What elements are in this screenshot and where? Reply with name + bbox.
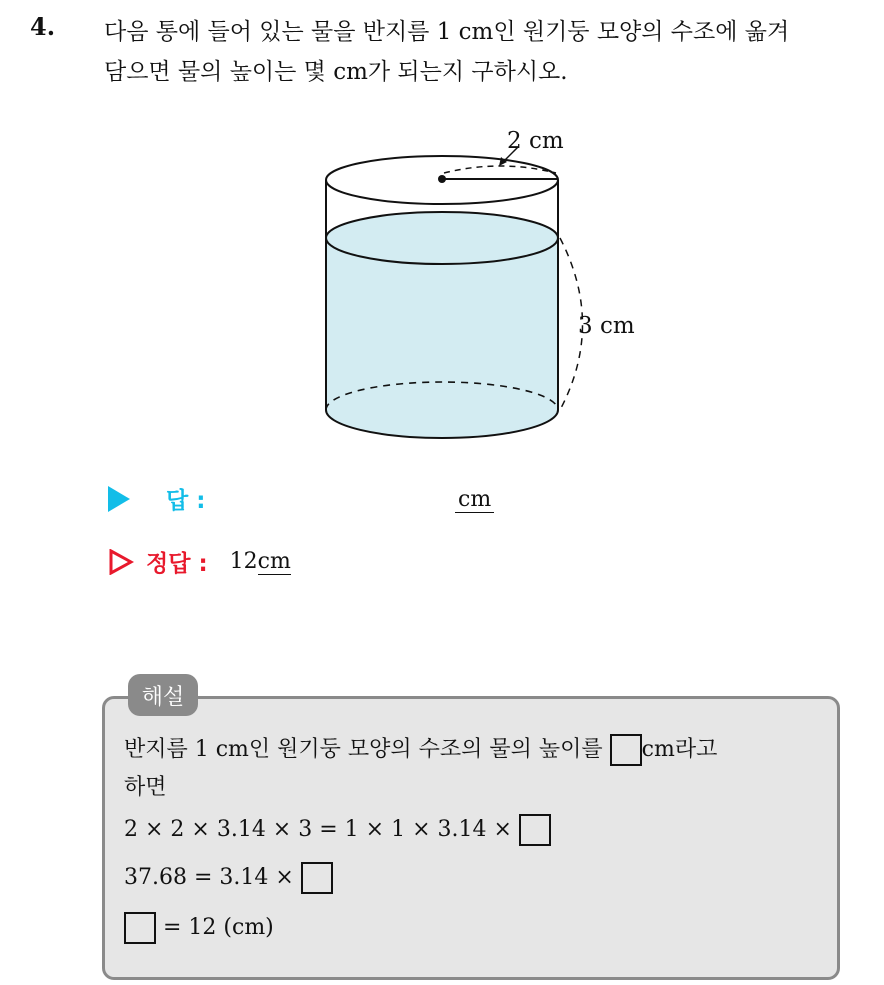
explanation-line-4: [124, 862, 333, 894]
correct-unit: cm: [257, 549, 291, 574]
explanation-line-2: 하면: [124, 775, 167, 800]
correct-value: [230, 549, 291, 574]
question-line-2: 담으면 물의 높이는 몇 cm가 되는지 구하시오.: [104, 59, 568, 85]
explanation-tab: 해설: [128, 674, 198, 716]
question-line-1: 다음 통에 들어 있는 물을 반지름 1 cm인 원기둥 모양의 수조에 옮겨: [104, 19, 790, 45]
play-icon: [108, 486, 130, 512]
question-text: [104, 12, 874, 92]
correct-answer-row: [108, 545, 291, 578]
question-number: 4.: [30, 12, 56, 41]
radius-label: 2 cm: [507, 128, 564, 154]
cylinder-figure: [300, 115, 660, 455]
correct-label: 정답 :: [146, 551, 208, 577]
answer-row: [108, 482, 205, 515]
equation-2: 37.68 = 3.14 ×: [124, 865, 294, 890]
unknown-box: [519, 814, 551, 846]
explanation-line-5: [124, 912, 274, 944]
explanation-line-3: [124, 814, 551, 846]
unknown-box: [610, 734, 642, 766]
answer-blank[interactable]: cm: [455, 488, 494, 513]
equation-3: = 12 (cm): [163, 915, 274, 940]
explanation-line-1: [124, 734, 717, 766]
equation-1: 2 × 2 × 3.14 × 3 = 1 × 1 × 3.14 ×: [124, 817, 512, 842]
height-label: 3 cm: [578, 313, 635, 339]
explanation-line-1-tail: cm라고: [641, 737, 718, 762]
unknown-box: [301, 862, 333, 894]
water-surface: [326, 212, 558, 264]
explanation-line-1-text: 반지름 1 cm인 원기둥 모양의 수조의 물의 높이를: [124, 737, 603, 762]
correct-number: 12: [229, 549, 258, 574]
cylinder-diagram: [300, 115, 660, 455]
answer-label: 답 :: [166, 488, 206, 514]
unknown-box: [124, 912, 156, 944]
play-outline-icon: [108, 549, 134, 575]
water-body: [326, 238, 558, 438]
